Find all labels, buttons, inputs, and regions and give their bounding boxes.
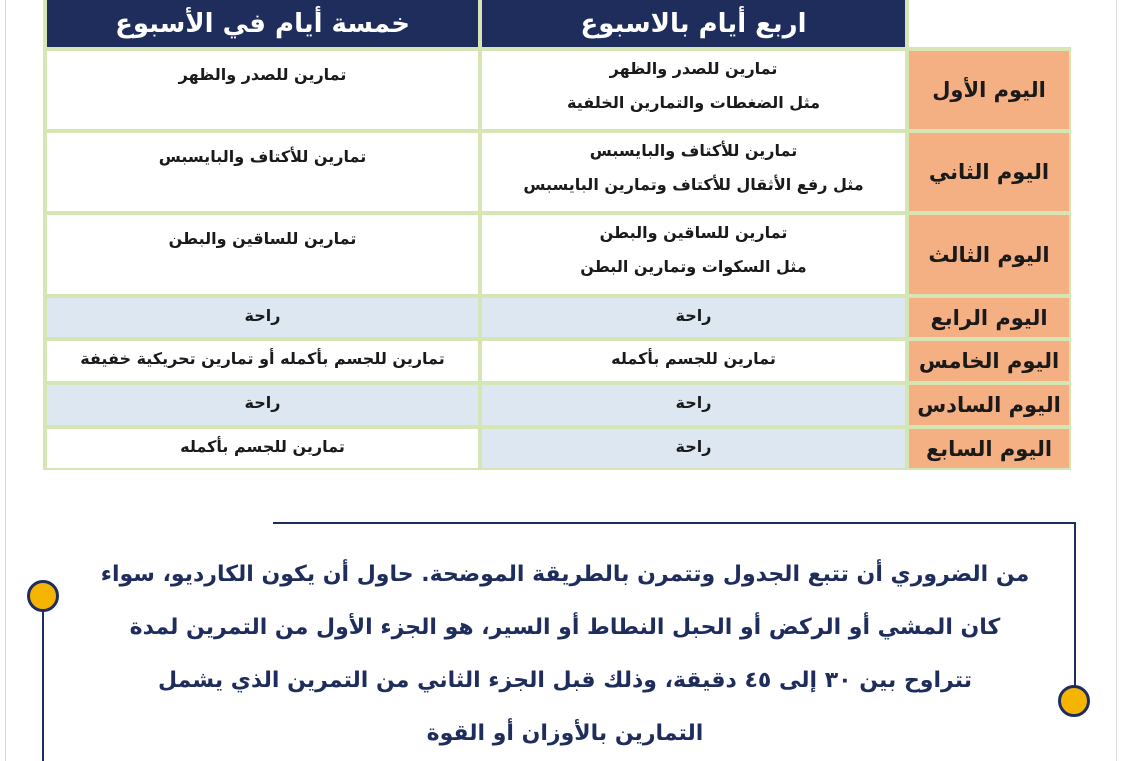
callout-top-border xyxy=(273,522,1076,524)
header-five-days: خمسة أيام في الأسبوع xyxy=(47,0,478,47)
cell-text-line-2: مثل السكوات وتمارين البطن xyxy=(580,257,807,276)
callout-left-border xyxy=(42,600,44,761)
cell-text: راحة xyxy=(244,306,281,325)
workout-schedule-table xyxy=(43,0,1071,470)
row-2-four xyxy=(482,133,905,211)
row-7-four xyxy=(482,429,905,468)
note-line-2: كان المشي أو الركض أو الحبل النطاط أو السير، هو الجزء الأول من التمرين لمدة xyxy=(129,615,1001,640)
day-1: اليوم الأول xyxy=(909,51,1069,129)
note-line-3: تتراوح بين ٣٠ إلى ٤٥ دقيقة، وذلك قبل الجزء الثاني من التمرين الذي يشمل xyxy=(158,668,972,693)
callout-left-dot-icon xyxy=(27,580,59,612)
cell-text: راحة xyxy=(675,393,712,412)
cell-text-line-2: مثل الضغطات والتمارين الخلفية xyxy=(567,93,821,112)
day-3: اليوم الثالث xyxy=(909,215,1069,294)
row-4-four xyxy=(482,298,905,337)
row-6-five xyxy=(47,385,478,425)
row-4-five xyxy=(47,298,478,337)
cell-text: تمارين للجسم بأكمله أو تمارين تحريكية خفيفة xyxy=(80,349,445,368)
day-6: اليوم السادس xyxy=(909,385,1069,425)
row-1-five xyxy=(47,51,478,129)
cell-text: تمارين للأكتاف والبايسبس xyxy=(158,147,367,166)
cell-text-line-1: تمارين للصدر والظهر xyxy=(609,59,778,78)
cell-text: تمارين للصدر والظهر xyxy=(178,65,347,84)
day-2: اليوم الثاني xyxy=(909,133,1069,211)
row-5-four xyxy=(482,341,905,381)
cell-text: تمارين للساقين والبطن xyxy=(168,229,357,248)
row-2-five xyxy=(47,133,478,211)
header-four-days: اربع أيام بالاسبوع xyxy=(482,0,905,47)
cell-text: راحة xyxy=(244,393,281,412)
note-line-4: التمارين بالأوزان أو القوة xyxy=(426,721,704,746)
callout-note xyxy=(70,548,1060,760)
cell-text-line-1: تمارين للساقين والبطن xyxy=(599,223,788,242)
row-7-five xyxy=(47,429,478,468)
cell-text: راحة xyxy=(675,437,712,456)
cell-text-line-1: تمارين للأكتاف والبايسبس xyxy=(589,141,798,160)
day-4: اليوم الرابع xyxy=(909,298,1069,337)
row-3-five xyxy=(47,215,478,294)
day-5: اليوم الخامس xyxy=(909,341,1069,381)
cell-text: تمارين للجسم بأكمله xyxy=(180,437,345,456)
row-6-four xyxy=(482,385,905,425)
cell-text-line-2: مثل رفع الأثقال للأكتاف وتمارين البايسبس xyxy=(523,175,864,194)
callout-right-border xyxy=(1074,522,1076,694)
header-corner xyxy=(909,0,1071,47)
row-1-four xyxy=(482,51,905,129)
row-3-four xyxy=(482,215,905,294)
cell-text: راحة xyxy=(675,306,712,325)
row-5-five xyxy=(47,341,478,381)
cell-text: تمارين للجسم بأكمله xyxy=(611,349,776,368)
page-border-right xyxy=(1116,0,1117,761)
day-7: اليوم السابع xyxy=(909,429,1069,468)
callout-right-dot-icon xyxy=(1058,685,1090,717)
page-border-left xyxy=(5,0,6,761)
note-line-1: من الضروري أن تتبع الجدول وتتمرن بالطريقة الموضحة. حاول أن يكون الكارديو، سواء xyxy=(100,562,1030,587)
